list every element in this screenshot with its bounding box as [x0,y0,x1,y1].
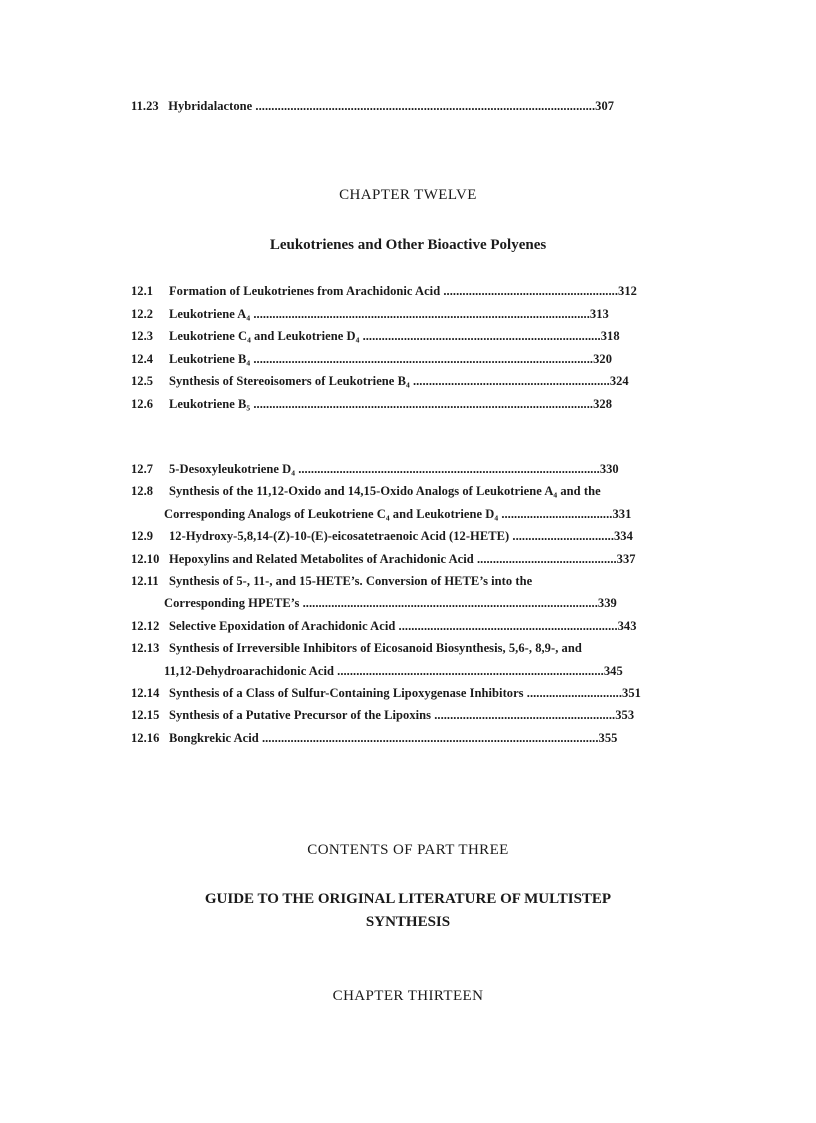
entry-number: 12.11 [131,574,159,588]
dot-leader: ........................................................................................................... [250,351,594,366]
entry-title: Formation of Leukotrienes from Arachidonic Acid [169,284,441,298]
entry-text [169,373,629,389]
entry-page: 324 [609,374,629,388]
dot-leader: .......................................................................................................... [250,306,590,321]
dot-leader: ........................................................................................................... [250,396,594,411]
entry-page: 343 [617,618,637,633]
entry-text [164,595,617,611]
entry-title: Leukotriene A₄ [169,306,251,321]
entry-text [169,640,582,656]
entry-page: 334 [614,529,633,544]
part-three-title-line1: GUIDE TO THE ORIGINAL LITERATURE OF MULTISTEP [204,891,612,907]
entry-page: 339 [597,596,617,611]
dot-leader: ............................................................................................. [299,596,598,611]
entry-number: 12.14 [131,686,160,700]
dot-leader: ......................................................... [431,708,616,723]
entry-page: 337 [616,551,636,566]
entry-title: Hepoxylins and Related Metabolites of Arachidonic Acid [169,551,474,566]
entry-title: Synthesis of Stereoisomers of Leukotriene B₄ [169,374,410,388]
entry-title: 5-Desoxyleukotriene D₄ [169,462,296,476]
entry-page: 320 [593,351,612,366]
dot-leader: ....................................................... [440,284,619,298]
chapter-twelve-title: Leukotrienes and Other Bioactive Polyenes [269,237,547,253]
dot-leader: .................................................................................... [333,663,604,678]
entry-text [169,730,617,746]
chapter-thirteen-heading: CHAPTER THIRTEEN [332,988,484,1004]
entry-page: 351 [622,686,641,700]
entry-number: 12.10 [131,551,160,566]
dot-leader: ................................... [498,506,613,521]
entry-text [169,685,641,701]
dot-leader: ..................................................................... [395,618,618,633]
dot-leader: .............................................................. [409,374,610,388]
chapter-twelve-heading: CHAPTER TWELVE [339,187,477,203]
part-three-heading: CONTENTS OF PART THREE [307,842,509,858]
entry-page: 328 [593,396,612,411]
entry-page: 307 [595,99,615,113]
entry-page: 313 [589,306,609,321]
entry-number: 12.16 [131,730,160,745]
entry-text [169,707,634,723]
dot-leader: .......................................................................................................... [258,730,599,745]
entry-number: 12.4 [131,351,154,366]
entry-text [169,461,619,477]
entry-title: 11,12-Dehydroarachidonic Acid [164,663,334,678]
entry-title: Leukotriene C₄ and Leukotriene D₄ [169,329,360,343]
entry-text [169,306,609,322]
entry-number: 12.12 [131,618,160,633]
dot-leader: ............................................ [473,551,617,566]
dot-leader: ............................................................................................... [295,462,600,476]
entry-text [164,506,631,522]
entry-text [169,283,637,299]
entry-title: Corresponding Analogs of Leukotriene C₄ and Leukotriene D₄ [164,506,499,521]
entry-page: 345 [603,663,623,678]
entry-number: 12.7 [131,462,154,476]
entry-number: 12.9 [131,529,154,544]
entry-text [169,528,633,544]
dot-leader: .............................. [523,686,623,700]
entry-number: 11.23 [131,99,159,113]
entry-text [169,328,620,344]
entry-title: Synthesis of 5-, 11-, and 15-HETE’s. Conversion of HETE’s into the [169,574,533,588]
entry-title: Synthesis of a Class of Sulfur-Containing Lipoxygenase Inhibitors [169,686,524,700]
entry-title: Synthesis of Irreversible Inhibitors of Eicosanoid Biosynthesis, 5,6-, 8,9-, and [169,641,582,656]
entry-text [169,618,637,634]
entry-title: Hybridalactone [168,99,253,113]
dot-leader: ................................ [509,529,614,544]
entry-number: 12.3 [131,329,154,343]
entry-title: Synthesis of a Putative Precursor of the Lipoxins [169,708,432,723]
entry-number: 12.6 [131,396,154,411]
dot-leader: ........................................................................... [359,329,601,343]
entry-page: 331 [612,506,632,521]
entry-page: 318 [600,329,620,343]
entry-page: 330 [599,462,619,476]
entry-text [169,573,532,589]
entry-title: Leukotriene B₄ [169,351,251,366]
entry-text [169,351,612,367]
entry-number: 12.2 [131,306,154,321]
entry-title: Corresponding HPETE’s [164,596,300,611]
entry-text [169,483,601,499]
entry-title: Synthesis of the 11,12-Oxido and 14,15-Oxido Analogs of Leukotriene A₄ and the [169,484,601,499]
entry-number: 12.1 [131,284,154,298]
entry-page: 355 [598,730,618,745]
entry-number: 12.15 [131,708,160,723]
entry-text [169,551,636,567]
part-three-title-line2: SYNTHESIS [365,914,451,930]
entry-number: 12.8 [131,484,154,499]
entry-title: 12-Hydroxy-5,8,14-(Z)-10-(E)-eicosatetraenoic Acid (12-HETE) [169,529,510,544]
entry-page: 353 [615,708,635,723]
entry-text [164,663,623,679]
dot-leader: ........................................................................................................... [252,99,596,113]
toc-entry-11-23 [131,98,614,114]
entry-number: 12.13 [131,641,160,656]
entry-text [169,396,612,412]
entry-page: 312 [618,284,637,298]
entry-number: 12.5 [131,374,154,388]
entry-title: Bongkrekic Acid [169,730,259,745]
entry-title: Selective Epoxidation of Arachidonic Acid [169,618,396,633]
entry-title: Leukotriene B₅ [169,396,251,411]
